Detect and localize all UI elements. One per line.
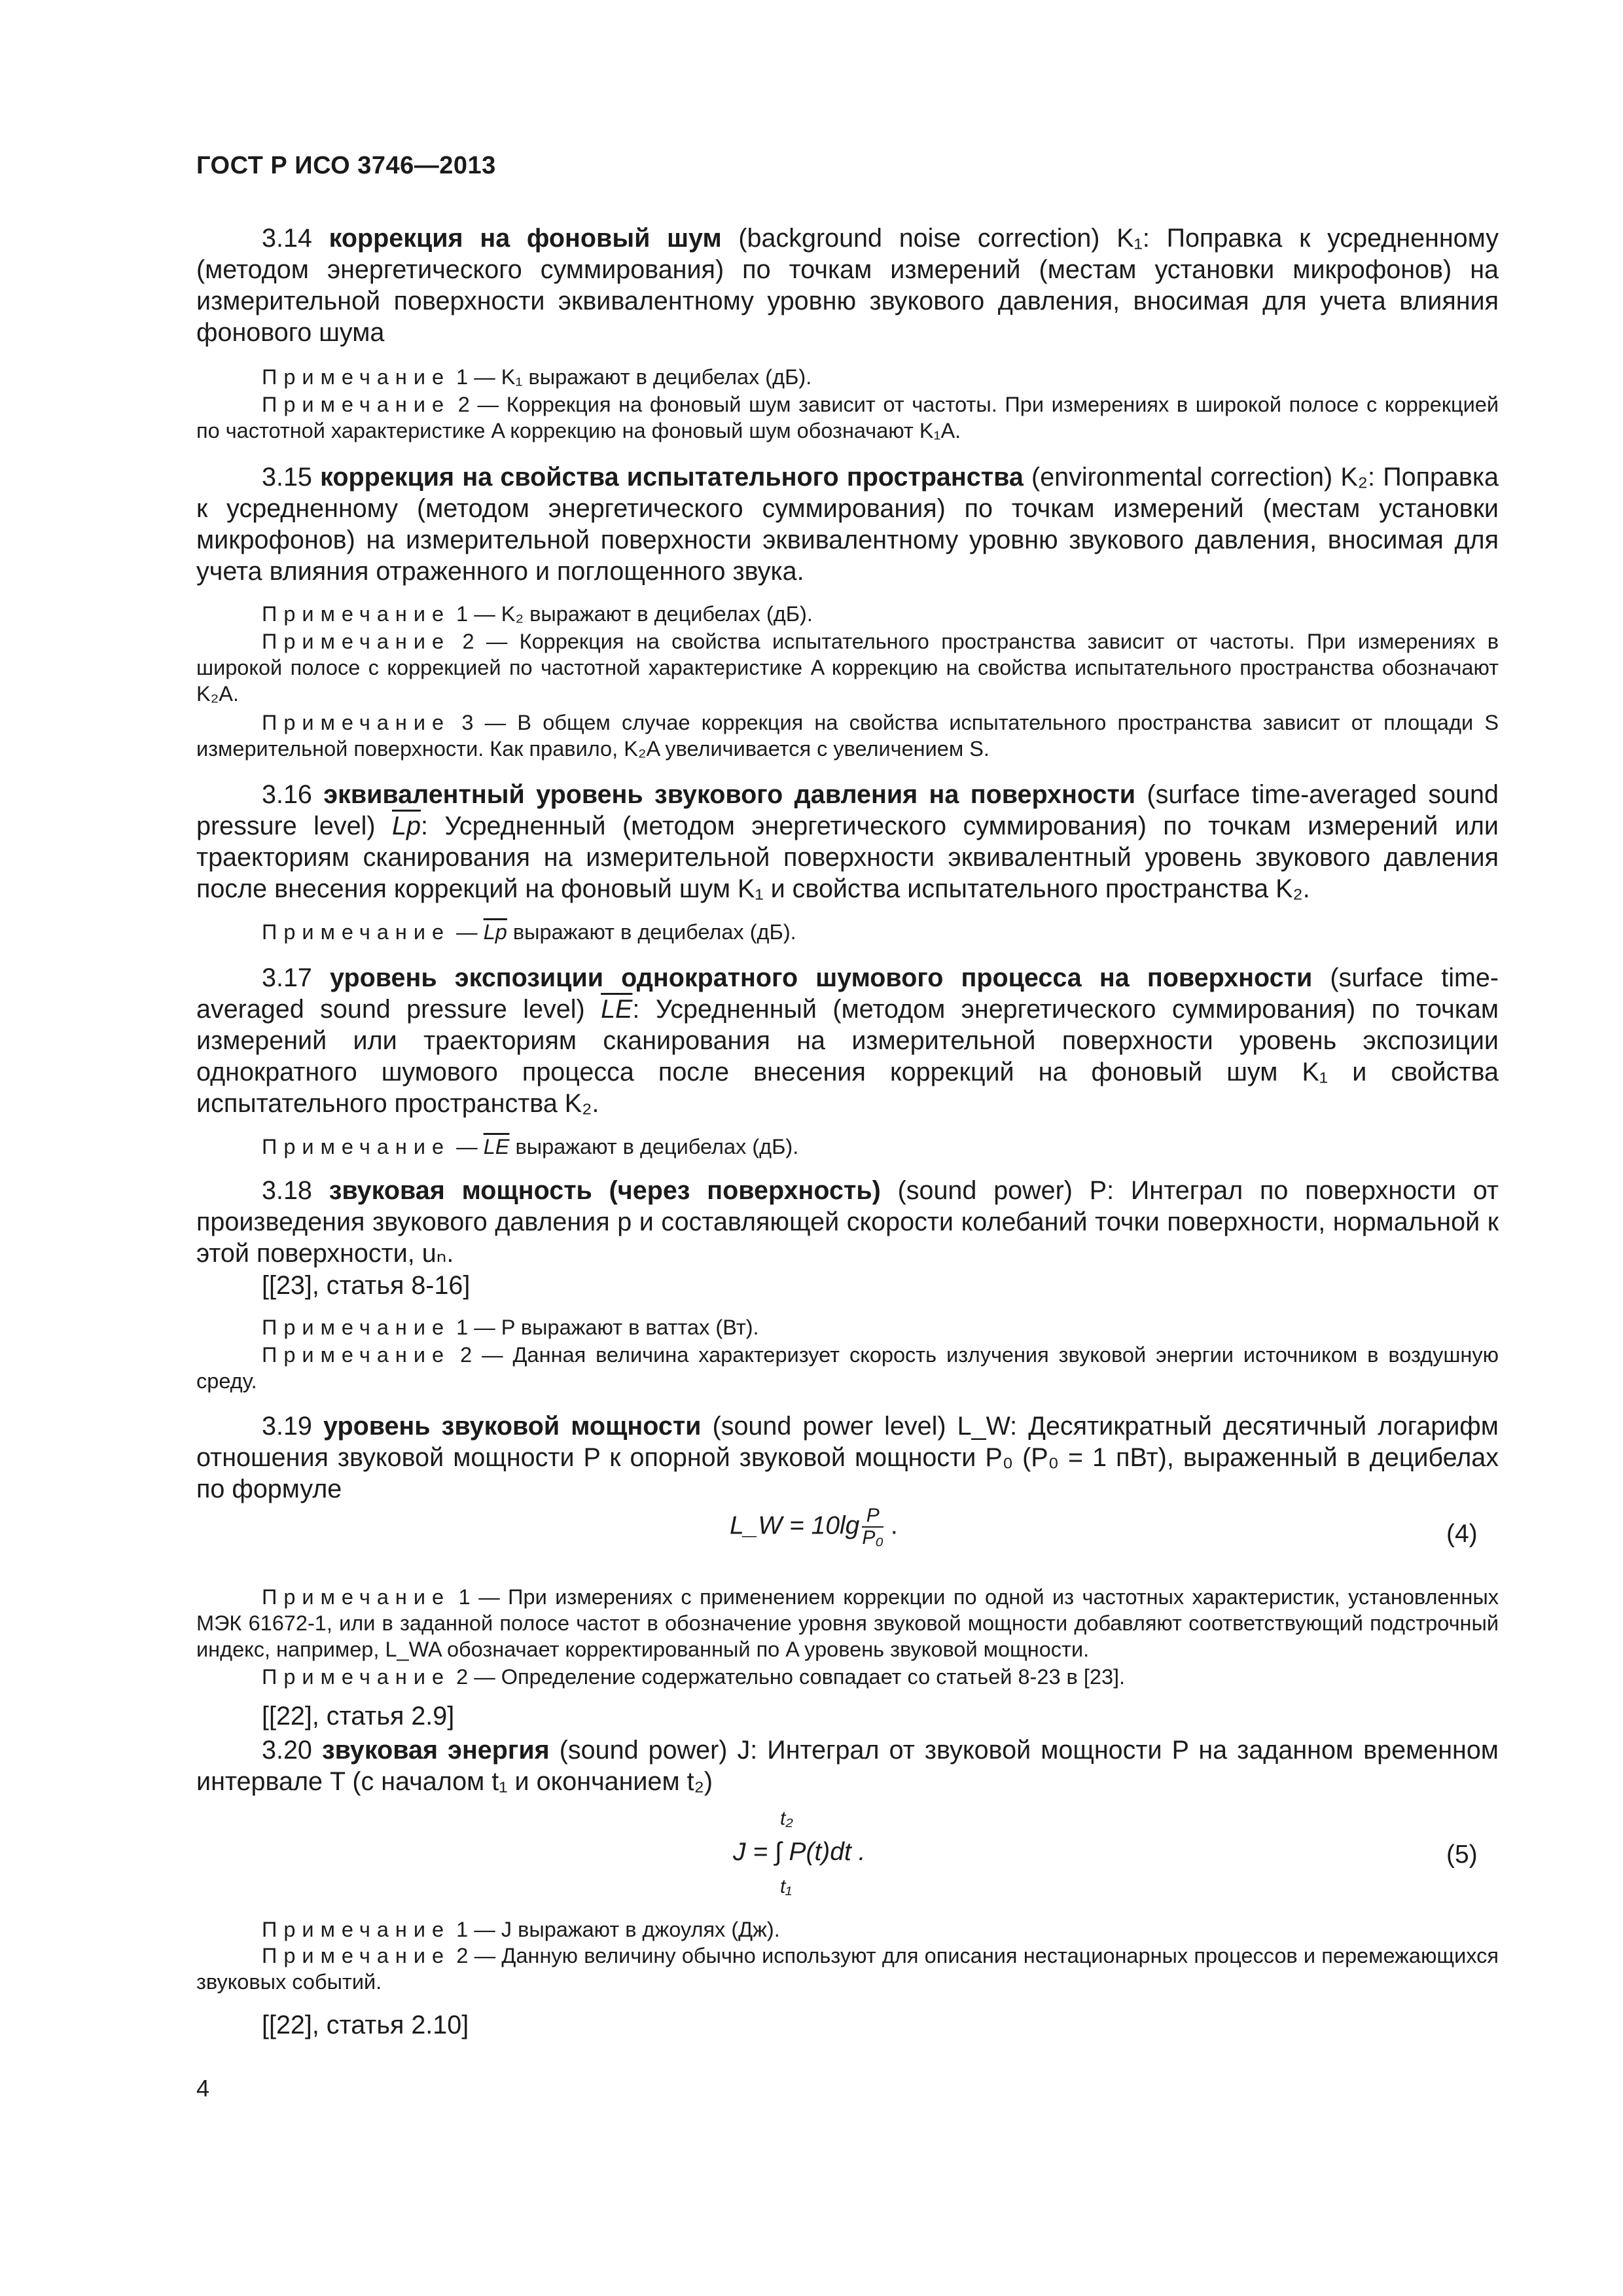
note-3-18-2 — [196, 1342, 1499, 1394]
equation-number-5: (5) — [1446, 1840, 1478, 1869]
note-label: Примечание — [262, 393, 451, 416]
symbol-lp: $\overline{Lp}$ — [392, 812, 421, 840]
note-text: 1 — K₁ выражают в децибелах (дБ). — [456, 365, 812, 389]
term-definition-b: : Усредненный (методом энергетического суммирования) по точкам измерений или траекториям сканирования на измерительной поверхности эквивалентный уровень звукового давления после внесения коррекций на фоновый шум K₁ и свойства испытательного пространства K₂. — [196, 812, 1499, 903]
note-text: 1 — P выражают в ваттах (Вт). — [456, 1316, 759, 1339]
note-label: Примечание — [262, 711, 451, 734]
term-name: коррекция на свойства испытательного пространства — [320, 463, 1024, 492]
note-text: 2 — Коррекция на фоновый шум зависит от частоты. При измерениях в широкой полосе с коррекцией по частотной характеристике A коррекцию на фоновый шум обозначают K₁A. — [196, 393, 1499, 442]
term-name: коррекция на фоновый шум — [329, 224, 722, 253]
term-3-16 — [196, 779, 1499, 905]
note-text: 2 — Данную величину обычно используют для описания нестационарных процессов и перемежающихся звуковых событий. — [196, 1944, 1499, 1994]
term-number: 3.18 — [262, 1176, 312, 1205]
note-3-19-1 — [196, 1584, 1499, 1662]
formula-lhs: L_W = 10lg — [730, 1511, 860, 1540]
note-label: Примечание — [262, 1944, 451, 1967]
note-text: 2 — Данная величина характеризует скорость излучения звуковой энергии источником в воздушную среду. — [196, 1343, 1499, 1393]
fraction-denominator: P₀ — [862, 1527, 884, 1549]
note-dash: — — [450, 920, 478, 944]
term-3-14 — [196, 223, 1499, 348]
term-name: уровень звуковой мощности — [323, 1412, 702, 1441]
term-definition: (sound power level) L_W: Десятикратный десятичный логарифм отношения звуковой мощности P к опорной звуковой мощности P₀ (P₀ = 1 пВт), выраженный в децибелах по формуле — [196, 1412, 1499, 1503]
formula-5: J = ∫ P(t)dt . — [733, 1838, 866, 1866]
note-text: выражают в децибелах (дБ). — [509, 1135, 799, 1158]
note-label: Примечание — [262, 1918, 451, 1941]
term-3-15 — [196, 461, 1499, 587]
note-3-15-3 — [196, 709, 1499, 762]
note-3-16 — [196, 919, 1499, 945]
document-header: ГОСТ Р ИСО 3746—2013 — [196, 152, 496, 179]
note-label: Примечание — [262, 365, 451, 389]
integral-upper-limit: t₂ — [780, 1808, 793, 1829]
term-name: звуковая энергия — [321, 1736, 550, 1765]
note-text: 1 — J выражают в джоулях (Дж). — [456, 1918, 780, 1941]
formula-end: . — [890, 1511, 898, 1540]
symbol-le: $\overline{LE}$ — [483, 1135, 510, 1158]
note-text: 3 — В общем случае коррекция на свойства испытательного пространства зависит от площади S измерительной поверхности. Как правило, K₂A увеличивается с увеличением S. — [196, 711, 1499, 761]
term-number: 3.19 — [262, 1412, 312, 1441]
term-definition-a: (surface time-averaged sound pressure level) — [196, 780, 1499, 840]
note-3-14-1 — [196, 364, 1499, 390]
term-3-19 — [196, 1410, 1499, 1505]
reference-3-20: [[22], статья 2.10] — [262, 2011, 469, 2039]
note-label: Примечание — [262, 1665, 451, 1689]
note-text: 1 — K₂ выражают в децибелах (дБ). — [456, 602, 813, 626]
page-number: 4 — [196, 2075, 210, 2102]
fraction-numerator: P — [862, 1505, 883, 1528]
term-name: эквивалентный уровень звукового давления на поверхности — [323, 780, 1136, 809]
note-3-15-2 — [196, 628, 1499, 707]
note-label: Примечание — [262, 1585, 451, 1609]
note-3-20-2 — [196, 1943, 1499, 1995]
note-3-17 — [196, 1134, 1499, 1160]
note-text: выражают в децибелах (дБ). — [507, 920, 796, 944]
note-label: Примечание — [262, 920, 451, 944]
term-number: 3.20 — [262, 1736, 312, 1765]
term-number: 3.14 — [262, 224, 312, 253]
term-definition-a: (surface time-averaged sound pressure level) — [196, 963, 1499, 1024]
note-3-20-1 — [196, 1916, 1499, 1943]
term-definition: (environmental correction) K₂: Поправка к усредненному (методом энергетического суммирования) по точкам измерений (местам установки микрофонов) на измерительной поверхности эквивалентному уровню звукового давления, вносимая для учета влияния отраженного и поглощенного звука. — [196, 463, 1499, 586]
note-label: Примечание — [262, 1135, 451, 1158]
reference-3-19: [[22], статья 2.9] — [262, 1702, 455, 1731]
note-3-19-2 — [196, 1664, 1499, 1690]
note-text: 2 — Коррекция на свойства испытательного пространства зависит от частоты. При измерениях в широкой полосе с коррекцией по частотной характеристике A коррекцию на свойства испытательного пространства обозначают K₂A. — [196, 630, 1499, 706]
note-text: 2 — Определение содержательно совпадает со статьей 8-23 в [23]. — [456, 1665, 1126, 1689]
note-text: 1 — При измерениях с применением коррекции по одной из частотных характеристик, установленных МЭК 61672-1, или в заданной полосе частот в обозначение уровня звуковой мощности добавляют соответствующий подстрочный индекс, например, L_WA обозначает корректированный по A уровень звуковой мощности. — [196, 1585, 1499, 1661]
term-definition-b: : Усредненный (методом энергетического суммирования) по точкам измерений или траекториям сканирования на измерительной поверхности уровень экспозиции однократного шумового процесса после внесения коррекций на фоновый шум K₁ и свойства испытательного пространства K₂. — [196, 995, 1499, 1118]
term-definition: (sound power) J: Интеграл от звуковой мощности P на заданном временном интервале T (с началом t₁ и окончанием t₂) — [196, 1736, 1499, 1796]
term-3-18 — [196, 1175, 1499, 1269]
formula-4 — [730, 1505, 898, 1549]
note-dash: — — [450, 1135, 478, 1158]
note-label: Примечание — [262, 630, 451, 653]
term-number: 3.15 — [262, 463, 312, 492]
term-name: звуковая мощность (через поверхность) — [329, 1176, 881, 1205]
document-page — [196, 0, 1499, 2296]
note-3-18-1 — [196, 1314, 1499, 1340]
term-3-20 — [196, 1734, 1499, 1797]
integral-lower-limit: t₁ — [780, 1876, 792, 1897]
reference-3-18: [[23], статья 8-16] — [262, 1271, 471, 1300]
term-definition: (sound power) P: Интеграл по поверхности от произведения звукового давления p и составляющей скорости колебаний точки поверхности, нормальной к этой поверхности, uₙ. — [196, 1176, 1499, 1268]
note-label: Примечание — [262, 1316, 451, 1339]
note-3-15-1 — [196, 601, 1499, 627]
term-name: уровень экспозиции однократного шумового процесса на поверхности — [330, 963, 1313, 992]
note-label: Примечание — [262, 1343, 451, 1367]
term-3-17 — [196, 962, 1499, 1119]
note-label: Примечание — [262, 602, 451, 626]
formula-fraction — [862, 1505, 883, 1549]
term-number: 3.16 — [262, 780, 312, 809]
note-3-14-2 — [196, 391, 1499, 444]
symbol-le: $\overline{LE}$ — [601, 995, 633, 1024]
equation-number-4: (4) — [1446, 1520, 1478, 1548]
symbol-lp: $\overline{Lp}$ — [483, 920, 507, 944]
term-number: 3.17 — [262, 963, 312, 992]
term-definition: (background noise correction) K₁: Поправка к усредненному (методом энергетического суммирования) по точкам измерений (местам установки микрофонов) на измерительной поверхности эквивалентному уровню звукового давления, вносимая для учета влияния фонового шума — [196, 224, 1499, 347]
